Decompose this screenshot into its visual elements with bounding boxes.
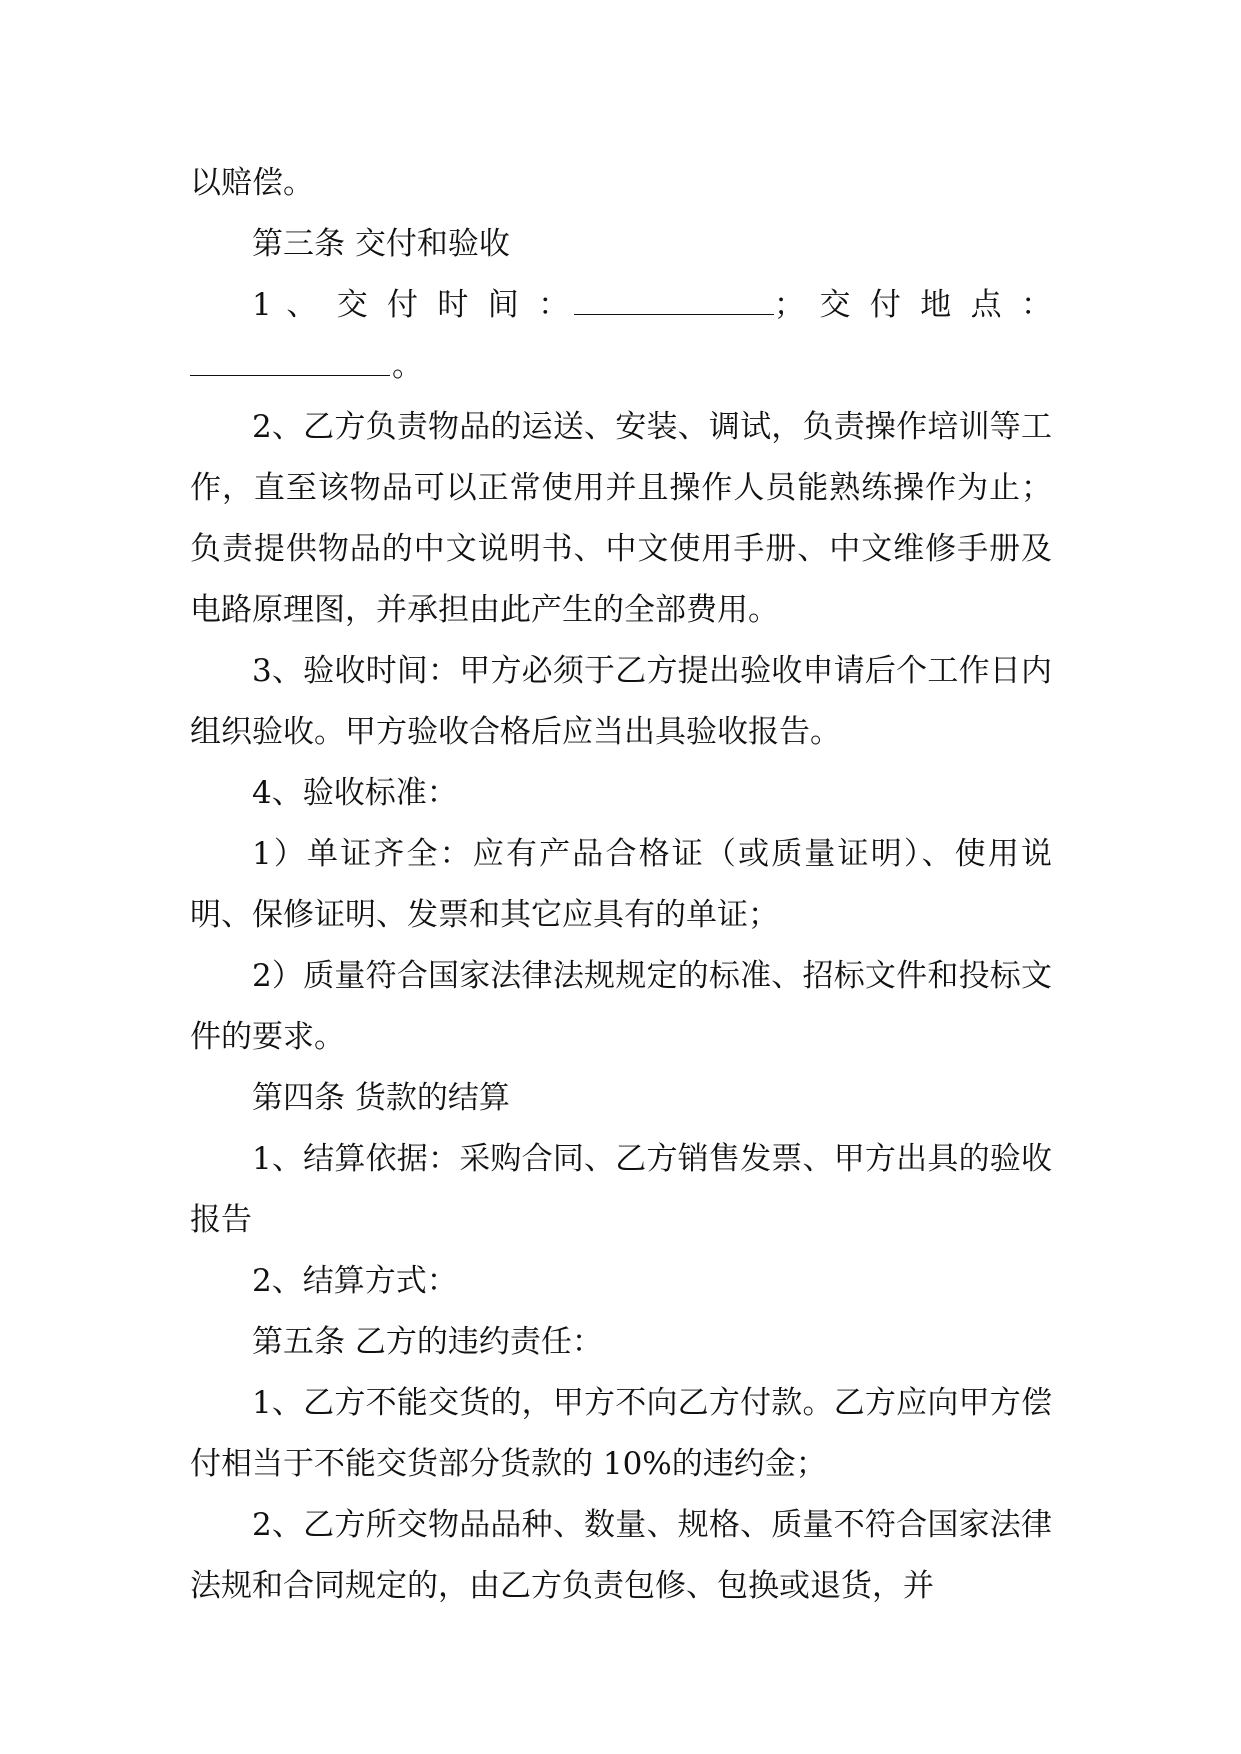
delivery-time-label: 1 、 交 付 时 间 ：: [252, 287, 574, 323]
standard-quality-compliance: 2）质量符合国家法律法规规定的标准、招标文件和投标文件的要求。: [190, 958, 1052, 1055]
article-three-heading: 第三条 交付和验收: [252, 226, 510, 262]
paragraph-continuation: 以赔偿。: [190, 165, 314, 201]
standard-documents-complete: 1）单证齐全：应有产品合格证（或质量证明）、使用说明、保修证明、发票和其它应具有的单证；: [190, 836, 1052, 933]
delivery-place-line: [190, 336, 1052, 397]
clause-transport-install: 2、乙方负责物品的运送、安装、调试，负责操作培训等工作，直至该物品可以正常使用并且操作人员能熟练操作为止；负责提供物品的中文说明书、中文使用手册、中文维修手册及电路原理图，并承担由此产生的全部费用。: [190, 409, 1052, 628]
delivery-place-end: 。: [392, 348, 423, 384]
clause-failure-to-deliver: 1、乙方不能交货的，甲方不向乙方付款。乙方应向甲方偿付相当于不能交货部分货款的 10%的违约金；: [190, 1385, 1052, 1482]
delivery-place-label: ； 交 付 地 点 ：: [773, 287, 1052, 323]
delivery-time-blank: [574, 280, 774, 315]
article-five-heading: 第五条 乙方的违约责任：: [252, 1324, 603, 1360]
delivery-place-blank: [190, 341, 390, 376]
clause-acceptance-time: 3、验收时间：甲方必须于乙方提出验收申请后个工作日内组织验收。甲方验收合格后应当出具验收报告。: [190, 653, 1052, 750]
clause-acceptance-standard: 4、验收标准：: [252, 775, 458, 811]
clause-settlement-basis: 1、结算依据：采购合同、乙方销售发票、甲方出具的验收报告: [190, 1141, 1052, 1238]
clause-nonconforming-goods: 2、乙方所交物品品种、数量、规格、质量不符合国家法律法规和合同规定的，由乙方负责包修、包换或退货，并: [190, 1507, 1052, 1604]
document-body: [190, 153, 1052, 1617]
delivery-time-place-line: [190, 275, 1052, 336]
clause-settlement-method: 2、结算方式：: [252, 1263, 458, 1299]
article-four-heading: 第四条 货款的结算: [252, 1080, 510, 1116]
